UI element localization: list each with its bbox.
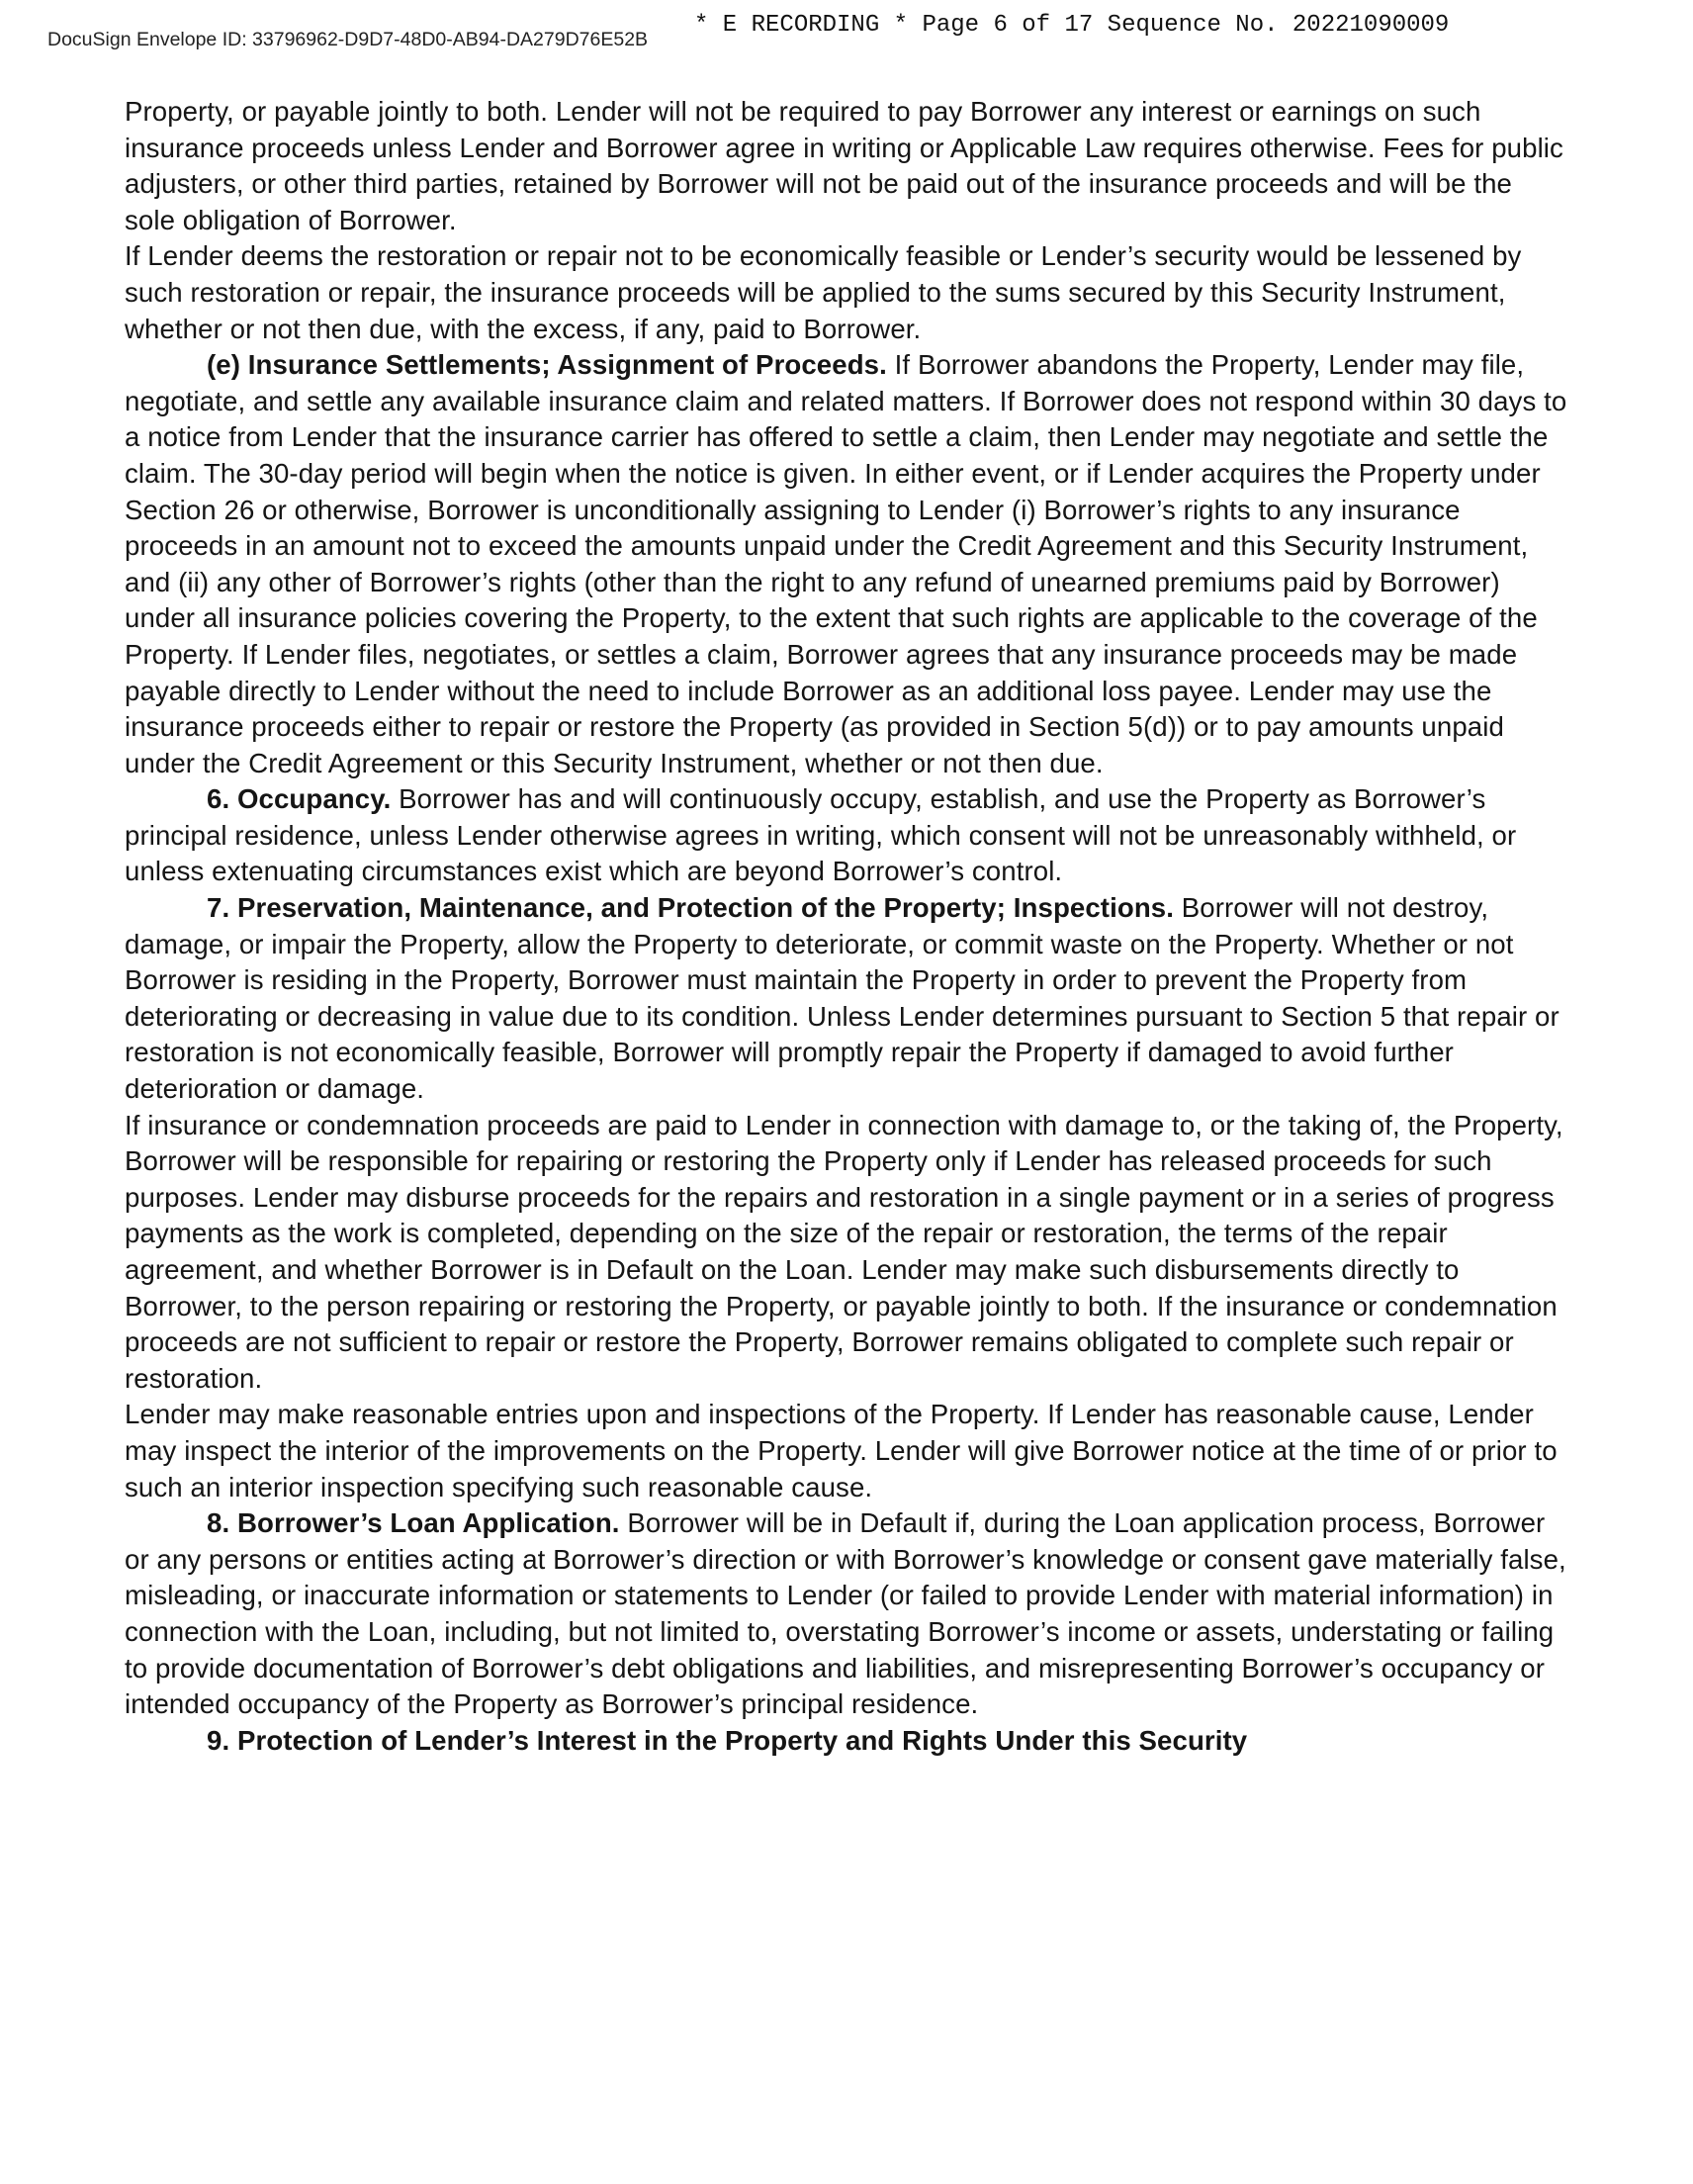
paragraph-text: Lender may make reasonable entries upon and inspections of the Property. If Lender has reasonable cause, Lender may inspect the interior of the improvements on the Property. Lender will give Borrower notice at the time of or prior to such an interior inspection specifying such reasonable cause. (125, 1399, 1558, 1502)
document-body (125, 94, 1568, 1759)
paragraph-inspections (125, 1397, 1568, 1505)
docusign-envelope-id: DocuSign Envelope ID: 33796962-D9D7-48D0-AB94-DA279D76E52B (47, 29, 649, 50)
paragraph-text: Borrower has and will continuously occupy, establish, and use the Property as Borrower’s principal residence, unless Lender otherwise agrees in writing, which consent will not be unreasonably withheld, or unless extenuating circumstances exist which are beyond Borrower’s control. (125, 783, 1517, 887)
section-heading: 8. Borrower’s Loan Application. (207, 1507, 620, 1539)
recording-stamp: * E RECORDING * Page 6 of 17 Sequence No. 20221090009 (694, 12, 1450, 39)
paragraph-text: Borrower will be in Default if, during the Loan application process, Borrower or any persons or entities acting at Borrower’s direction or with Borrower’s knowledge or consent gave materially false, misleading, or inaccurate information or statements to Lender (or failed to provide Lender with material information) in connection with the Loan, including, but not limited to, overstating Borrower’s income or assets, understating or failing to provide documentation of Borrower’s debt obligations and liabilities, and misrepresenting Borrower’s occupancy or intended occupancy of the Property as Borrower’s principal residence. (125, 1507, 1566, 1720)
section-5e-insurance-settlements (125, 347, 1568, 781)
paragraph-text: Borrower will not destroy, damage, or impair the Property, allow the Property to deteriorate, or commit waste on the Property. Whether or not Borrower is residing in the Property, Borrower must maintain the Property in order to prevent the Property from deteriorating or decreasing in value due to its condition. Unless Lender determines pursuant to Section 5 that repair or restoration is not economically feasible, Borrower will promptly repair the Property if damaged to avoid further deterioration or damage. (125, 892, 1559, 1105)
paragraph-insurance-proceeds-continued (125, 94, 1568, 238)
page-header (0, 0, 1693, 53)
section-heading: 6. Occupancy. (207, 783, 392, 815)
section-6-occupancy (125, 781, 1568, 890)
section-heading: 9. Protection of Lender’s Interest in the Property and Rights Under this Security (207, 1724, 1248, 1756)
paragraph-text: If Borrower abandons the Property, Lender may file, negotiate, and settle any available insurance claim and related matters. If Borrower does not respond within 30 days to a notice from Lender that the insurance carrier has offered to settle a claim, then Lender may negotiate and settle the claim. The 30-day period will begin when the notice is given. In either event, or if Lender acquires the Property under Section 26 or otherwise, Borrower is unconditionally assigning to Lender (i) Borrower’s rights to any insurance proceeds in an amount not to exceed the amounts unpaid under the Credit Agreement and this Security Instrument, and (ii) any other of Borrower’s rights (other than the right to any refund of unearned premiums paid by Borrower) under all insurance policies covering the Property, to the extent that such rights are applicable to the coverage of the Property. If Lender files, negotiates, or settles a claim, Borrower agrees that any insurance proceeds may be made payable directly to Lender without the need to include Borrower as an additional loss payee. Lender may use the insurance proceeds either to repair or restore the Property (as provided in Section 5(d)) or to pay amounts unpaid under the Credit Agreement or this Security Instrument, whether or not then due. (125, 349, 1567, 778)
paragraph-restoration-not-feasible (125, 238, 1568, 347)
paragraph-text: If insurance or condemnation proceeds are paid to Lender in connection with damage to, or the taking of, the Property, Borrower will be responsible for repairing or restoring the Property only if Lender has released proceeds for such purposes. Lender may disburse proceeds for the repairs and restoration in a single payment or in a series of progress payments as the work is completed, depending on the size of the repair or restoration, the terms of the repair agreement, and whether Borrower is in Default on the Loan. Lender may make such disbursements directly to Borrower, to the person repairing or restoring the Property, or payable jointly to both. If the insurance or condemnation proceeds are not sufficient to repair or restore the Property, Borrower remains obligated to complete such repair or restoration. (125, 1109, 1563, 1394)
paragraph-insurance-condemnation-proceeds (125, 1108, 1568, 1398)
paragraph-text: Property, or payable jointly to both. Lender will not be required to pay Borrower any interest or earnings on such insurance proceeds unless Lender and Borrower agree in writing or Applicable Law requires otherwise. Fees for public adjusters, or other third parties, retained by Borrower will not be paid out of the insurance proceeds and will be the sole obligation of Borrower. (125, 96, 1563, 235)
section-heading: 7. Preservation, Maintenance, and Protection of the Property; Inspections. (207, 892, 1174, 924)
section-7-preservation (125, 890, 1568, 1108)
section-8-loan-application (125, 1505, 1568, 1723)
section-heading: (e) Insurance Settlements; Assignment of Proceeds. (207, 349, 887, 381)
paragraph-text: If Lender deems the restoration or repair not to be economically feasible or Lender’s security would be lessened by such restoration or repair, the insurance proceeds will be applied to the sums secured by this Security Instrument, whether or not then due, with the excess, if any, paid to Borrower. (125, 240, 1522, 344)
section-9-protection-heading (125, 1723, 1568, 1760)
